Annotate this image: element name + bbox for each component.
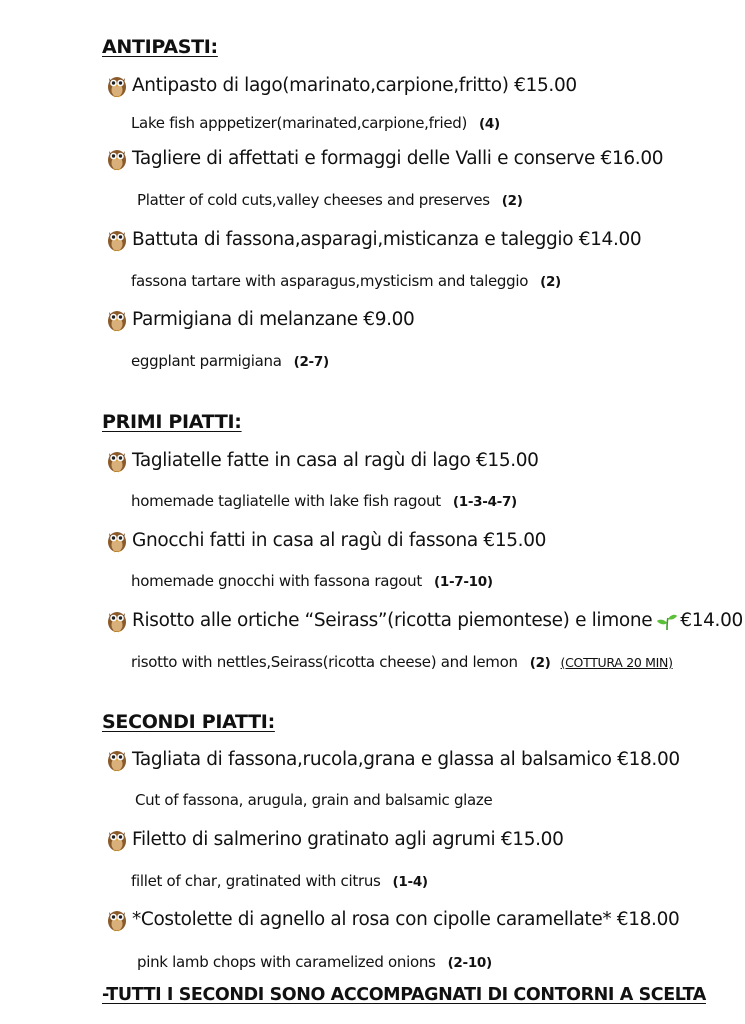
dish-item <box>106 447 539 473</box>
dish-name: Battuta di fassona,asparagi,misticanza e taleggio €14.00 <box>132 228 642 250</box>
dish-name: Antipasto di lago(marinato,carpione,fritto) €15.00 <box>132 74 577 96</box>
section-title-primi: PRIMI PIATTI: <box>102 411 242 433</box>
section-title-secondi: SECONDI PIATTI: <box>102 711 275 733</box>
sprout-icon <box>656 611 678 631</box>
allergens: (2-10) <box>447 955 492 971</box>
owl-icon <box>106 447 128 473</box>
section-title-antipasti: ANTIPASTI: <box>102 36 218 58</box>
owl-icon <box>106 826 128 852</box>
dish-description: homemade tagliatelle with lake fish ragout (1-3-4-7) <box>131 492 517 510</box>
dish-item <box>106 226 641 252</box>
allergens: (2) <box>540 274 561 290</box>
allergens: (1-4) <box>392 874 428 890</box>
allergens: (2) <box>529 655 551 671</box>
owl-icon <box>106 607 128 633</box>
dish-item <box>106 306 414 332</box>
owl-icon <box>106 226 128 252</box>
dish-description: Cut of fassona, arugula, grain and balsamic glaze <box>135 791 493 809</box>
dish-description: homemade gnocchi with fassona ragout (1-7-10) <box>131 572 493 590</box>
dish-name: Parmigiana di melanzane €9.00 <box>132 308 415 330</box>
dish-description: eggplant parmigiana (2-7) <box>131 352 329 370</box>
dish-name: *Costolette di agnello al rosa con cipolle caramellate* €18.00 <box>132 908 680 930</box>
allergens: (1-3-4-7) <box>452 494 517 510</box>
dish-name: Tagliere di affettati e formaggi delle Valli e conserve €16.00 <box>132 147 664 169</box>
dish-item <box>106 145 663 171</box>
allergens: (4) <box>479 116 500 132</box>
dish-name: Filetto di salmerino gratinato agli agrumi €15.00 <box>132 828 564 850</box>
owl-icon <box>106 527 128 553</box>
dish-item <box>106 527 546 553</box>
allergens: (2-7) <box>293 354 329 370</box>
dish-description: Platter of cold cuts,valley cheeses and preserves (2) <box>137 191 523 209</box>
dish-description: fillet of char, gratinated with citrus (1-4) <box>131 872 428 890</box>
dish-item <box>106 826 564 852</box>
dish-name: Risotto alle ortiche “Seirass”(ricotta piemontese) e limone €14.00 <box>132 609 743 631</box>
dish-item <box>106 607 743 633</box>
owl-icon <box>106 906 128 932</box>
allergens: (1-7-10) <box>433 574 493 590</box>
dish-item <box>106 72 577 98</box>
dish-description: Lake fish apppetizer(marinated,carpione,fried) (4) <box>131 114 500 132</box>
dish-item <box>106 906 679 932</box>
owl-icon <box>106 746 128 772</box>
owl-icon <box>106 145 128 171</box>
cooking-time-note: (COTTURA 20 MIN) <box>560 655 673 670</box>
owl-icon <box>106 72 128 98</box>
dish-name: Tagliata di fassona,rucola,grana e glassa al balsamico €18.00 <box>132 748 680 770</box>
dish-description: fassona tartare with asparagus,mysticism and taleggio (2) <box>131 272 561 290</box>
dish-description: risotto with nettles,Seirass(ricotta cheese) and lemon (2) (COTTURA 20 MIN) <box>131 653 673 671</box>
dish-item <box>106 746 680 772</box>
owl-icon <box>106 306 128 332</box>
dish-name: Tagliatelle fatte in casa al ragù di lago €15.00 <box>132 449 539 471</box>
dish-description: pink lamb chops with caramelized onions (2-10) <box>137 953 492 971</box>
footer-note: -TUTTI I SECONDI SONO ACCOMPAGNATI DI CONTORNI A SCELTA <box>102 985 706 1005</box>
allergens: (2) <box>501 193 523 209</box>
dish-name: Gnocchi fatti in casa al ragù di fassona €15.00 <box>132 529 547 551</box>
